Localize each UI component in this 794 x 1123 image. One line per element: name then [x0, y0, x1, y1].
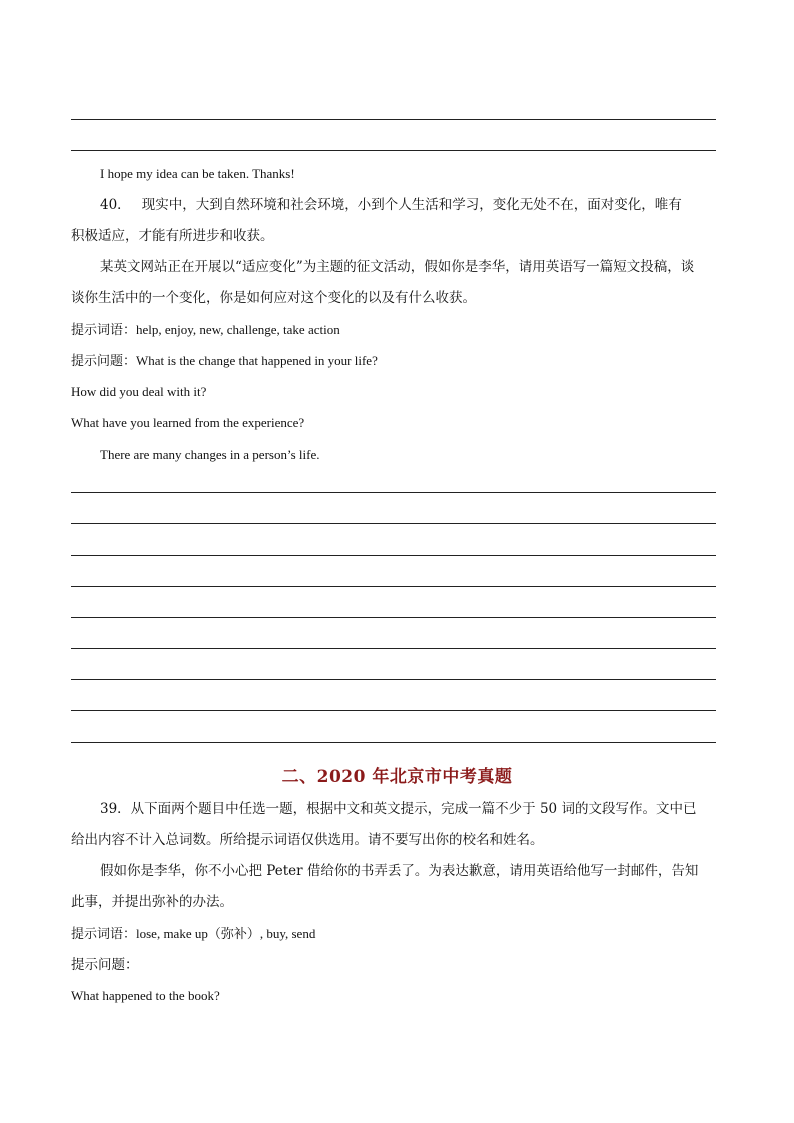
question-39-line-2: 给出内容不计入总词数。所给提示词语仅供选用。请不要写出你的校名和姓名。 [71, 832, 544, 848]
hint-question-2: How did you deal with it? [71, 384, 207, 399]
answer-line [71, 150, 716, 151]
answer-line [71, 119, 716, 120]
answer-line [71, 679, 716, 680]
writing-prompt-line-1: 假如你是李华，你不小心把 Peter 借给你的书弄丢了。为表达歉意，请用英语给他写一封邮件，告知 [100, 863, 699, 879]
hint-words: 提示词语：help, enjoy, new, challenge, take action [71, 322, 340, 337]
writing-prompt-line-2: 此事，并提出弥补的办法。 [71, 894, 233, 910]
answer-line [71, 742, 716, 743]
writing-prompt-line-2: 谈你生活中的一个变化，你是如何应对这个变化的以及有什么收获。 [71, 290, 476, 306]
hint-question-3: What have you learned from the experience? [71, 415, 305, 430]
answer-line [71, 710, 716, 711]
answer-line [71, 523, 716, 524]
question-40-line-2: 积极适应，才能有所进步和收获。 [71, 228, 274, 244]
hint-question-1: 提示问题：What is the change that happened in your life? [71, 353, 378, 368]
answer-line [71, 617, 716, 618]
closing-line: I hope my idea can be taken. Thanks! [100, 166, 295, 181]
essay-starter: There are many changes in a person’s life. [100, 447, 320, 462]
answer-line [71, 648, 716, 649]
hint-question-label: 提示问题： [71, 957, 139, 973]
answer-line [71, 555, 716, 556]
writing-prompt-line-1: 某英文网站正在开展以“适应变化”为主题的征文活动，假如你是李华，请用英语写一篇短文投稿，谈 [100, 259, 695, 275]
hint-question-1: What happened to the book? [71, 988, 220, 1003]
section-heading: 二、2020 年北京市中考真题 [281, 767, 513, 787]
question-39-line-1: 39．从下面两个题目中任选一题，根据中文和英文提示，完成一篇不少于 50 词的文段写作。文中已 [100, 801, 697, 817]
hint-words: 提示词语：lose, make up（弥补）, buy, send [71, 926, 316, 941]
answer-line [71, 492, 716, 493]
question-40-line-1: 40． 现实中，大到自然环境和社会环境，小到个人生活和学习，变化无处不在，面对变化，唯有 [100, 197, 682, 213]
answer-line [71, 586, 716, 587]
